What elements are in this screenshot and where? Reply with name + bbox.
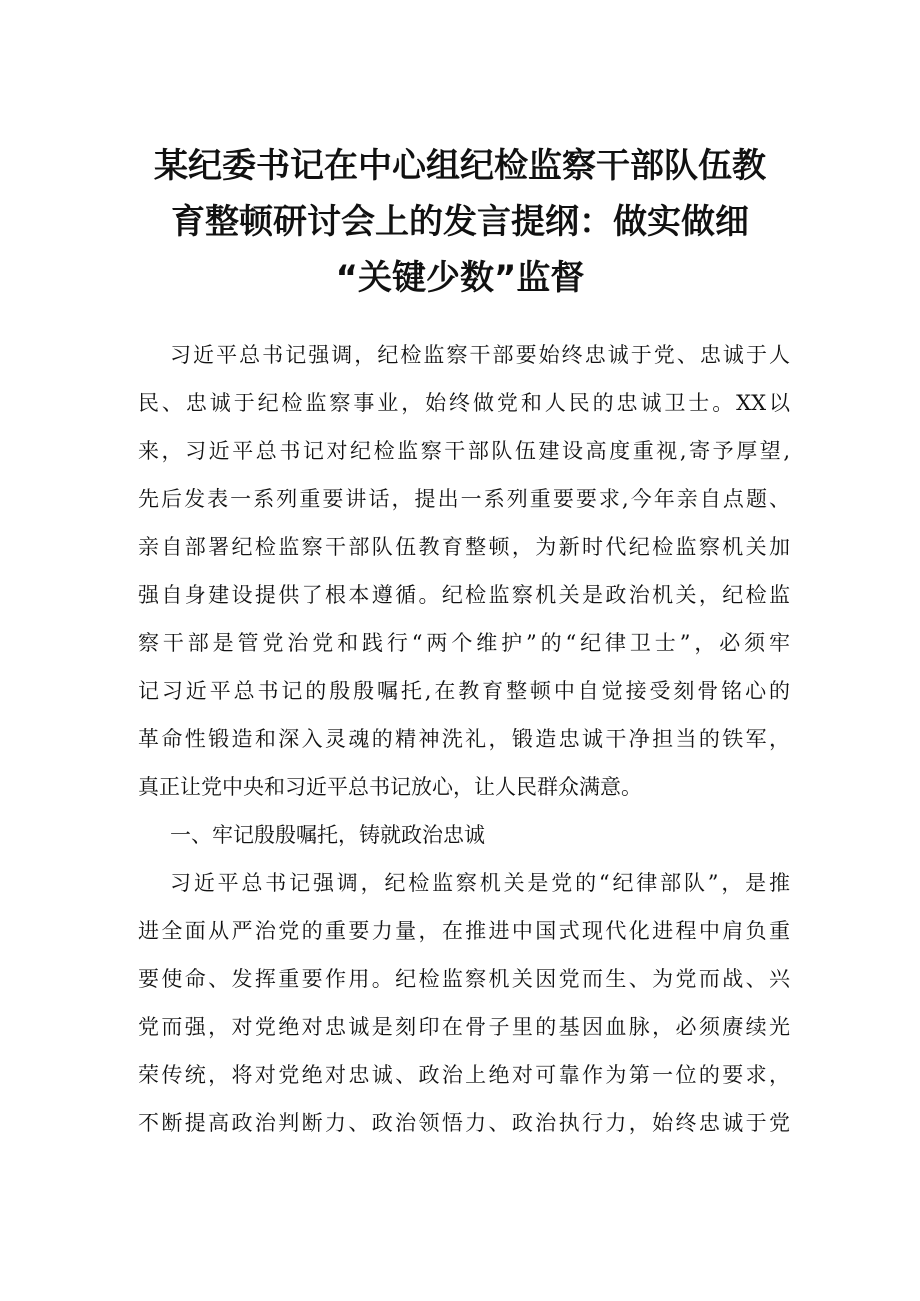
paragraph-line: 察干部是管党治党和践行“两个维护”的“纪律卫士”，必须牢	[138, 631, 790, 655]
paragraph-line: 先后发表一系列重要讲话，提出一系列重要要求,今年亲自点题、	[138, 487, 790, 511]
document-body	[138, 331, 790, 1147]
title-line-2: 育整顿研讨会上的发言提纲：做实做细	[171, 202, 749, 242]
paragraph-line: 亲自部署纪检监察干部队伍教育整顿，为新时代纪检监察机关加	[138, 535, 790, 559]
section-heading: 一、牢记殷殷嘱托，铸就政治忠诚	[170, 823, 485, 847]
paragraph-line: 民、忠诚于纪检监察事业，始终做党和人民的忠诚卫士。XX以	[138, 391, 790, 415]
paragraph-1	[138, 331, 790, 811]
title-line-1: 某纪委书记在中心组纪检监察干部队伍教	[154, 146, 766, 186]
paragraph-line: 习近平总书记强调，纪检监察机关是党的“纪律部队”，是推	[170, 871, 790, 895]
paragraph-line: 党而强，对党绝对忠诚是刻印在骨子里的基因血脉，必须赓续光	[138, 1015, 790, 1039]
title-line-3: “关键少数”监督	[335, 258, 585, 298]
document-title	[130, 138, 790, 306]
paragraph-line: 习近平总书记强调，纪检监察干部要始终忠诚于党、忠诚于人	[170, 343, 790, 367]
paragraph-line: 要使命、发挥重要作用。纪检监察机关因党而生、为党而战、兴	[138, 967, 790, 991]
paragraph-line: 记习近平总书记的殷殷嘱托,在教育整顿中自觉接受刻骨铭心的	[138, 679, 790, 703]
paragraph-line: 真正让党中央和习近平总书记放心，让人民群众满意。	[138, 775, 642, 799]
paragraph-line: 不断提高政治判断力、政治领悟力、政治执行力，始终忠诚于党	[138, 1111, 790, 1135]
paragraph-line: 来，习近平总书记对纪检监察干部队伍建设高度重视,寄予厚望,	[138, 439, 790, 463]
paragraph-line: 强自身建设提供了根本遵循。纪检监察机关是政治机关，纪检监	[138, 583, 790, 607]
paragraph-2	[138, 859, 790, 1147]
paragraph-line: 荣传统，将对党绝对忠诚、政治上绝对可靠作为第一位的要求，	[138, 1063, 790, 1087]
paragraph-line: 进全面从严治党的重要力量，在推进中国式现代化进程中肩负重	[138, 919, 790, 943]
paragraph-line: 革命性锻造和深入灵魂的精神洗礼，锻造忠诚干净担当的铁军，	[138, 727, 790, 751]
